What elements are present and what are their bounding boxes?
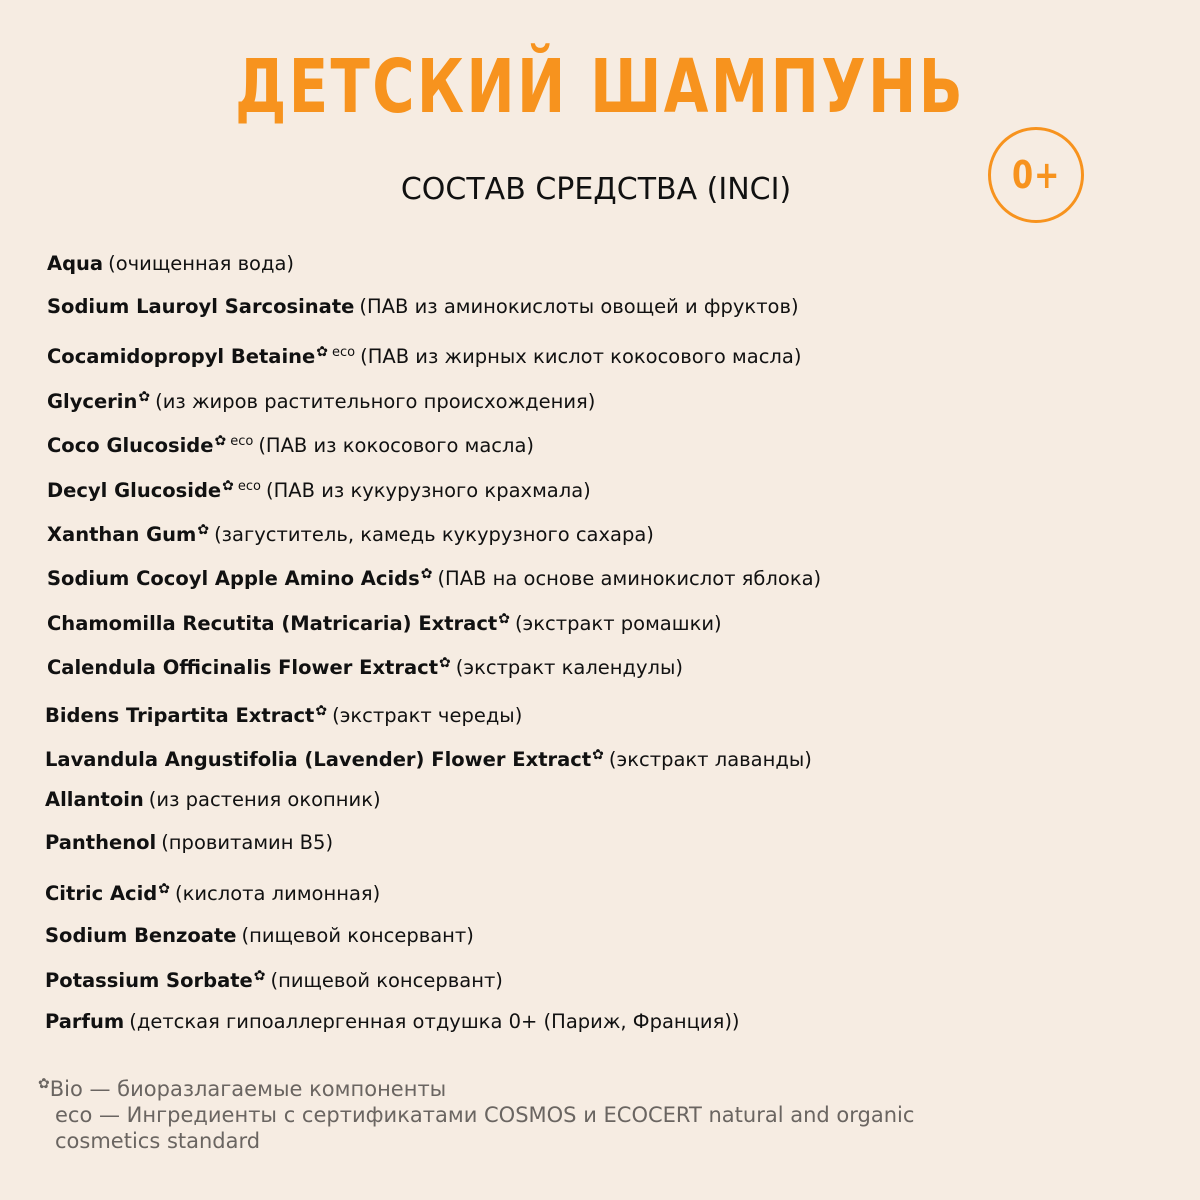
bio-flower-icon: ✿ <box>498 611 510 627</box>
footnote-eco <box>55 1102 1115 1154</box>
eco-mark: eco <box>237 479 262 494</box>
eco-mark: eco <box>230 434 254 449</box>
bio-flower-icon: ✿ <box>592 747 604 763</box>
ingredient-description: (из жиров растительного происхождения) <box>155 390 596 413</box>
ingredient-description: (экстракт ромашки) <box>514 612 722 635</box>
ingredient-item <box>47 649 683 682</box>
ingredient-description: (провитамин B5) <box>161 831 334 854</box>
ingredient-item <box>47 383 595 416</box>
ingredient-description: (загуститель, камедь кукурузного сахара) <box>214 523 654 546</box>
ingredient-item <box>45 786 381 814</box>
ingredient-description: (ПАВ из аминокислоты овощей и фруктов) <box>359 295 799 318</box>
ingredient-item <box>47 516 654 549</box>
age-badge-label: 0+ <box>1011 153 1061 197</box>
ingredient-item <box>45 875 380 908</box>
ingredient-name: Sodium Benzoate <box>45 924 237 947</box>
bio-flower-icon: ✿ <box>315 703 328 719</box>
bio-flower-icon: ✿ <box>222 478 234 494</box>
ingredient-item <box>45 962 503 995</box>
ingredient-name: Sodium Cocoyl Apple Amino Acids <box>47 567 420 590</box>
footnote-bio-text: Bio — биоразлагаемые компоненты <box>49 1077 447 1101</box>
ingredient-name: Chamomilla Recutita (Matricaria) Extract <box>47 612 498 635</box>
bio-flower-icon: ✿ <box>420 566 433 582</box>
ingredient-name: Allantoin <box>45 788 144 811</box>
ingredient-name: Cocamidopropyl Betaine <box>47 345 316 368</box>
ingredient-description: (детская гипоаллергенная отдушка 0+ (Париж, Франция)) <box>129 1010 740 1033</box>
bio-flower-icon: ✿ <box>253 968 266 984</box>
bio-flower-icon: ✿ <box>439 655 451 671</box>
ingredient-name: Lavandula Angustifolia (Lavender) Flower Extract <box>45 748 592 771</box>
page-title: ДЕТСКИЙ ШАМПУНЬ <box>234 44 966 130</box>
ingredient-item <box>47 427 534 460</box>
ingredient-name: Citric Acid <box>45 882 158 905</box>
ingredient-name: Panthenol <box>45 831 157 854</box>
bio-flower-icon: ✿ <box>214 433 227 449</box>
ingredient-item <box>47 293 799 321</box>
ingredient-description: (экстракт календулы) <box>455 656 684 679</box>
ingredient-name: Calendula Officinalis Flower Extract <box>47 656 439 679</box>
ingredient-name: Potassium Sorbate <box>45 969 253 992</box>
ingredient-description: (экстракт лаванды) <box>608 748 812 771</box>
ingredient-description: (ПАВ из жирных кислот кокосового масла) <box>360 345 802 368</box>
ingredient-description: (пищевой консервант) <box>270 969 503 992</box>
ingredient-item <box>47 605 722 638</box>
bio-flower-icon: ✿ <box>197 522 210 538</box>
ingredient-name: Parfum <box>45 1010 125 1033</box>
bio-flower-icon: ✿ <box>138 389 151 405</box>
bio-flower-icon: ✿ <box>38 1076 50 1092</box>
ingredient-name: Xanthan Gum <box>47 523 197 546</box>
ingredient-description: (из растения окопник) <box>148 788 381 811</box>
eco-mark: eco <box>332 345 356 360</box>
ingredient-description: (ПАВ на основе аминокислот яблока) <box>437 567 822 590</box>
ingredient-item <box>47 250 294 278</box>
footnote-bio <box>38 1071 446 1102</box>
ingredient-name: Aqua <box>47 252 104 275</box>
ingredient-description: (кислота лимонная) <box>175 882 381 905</box>
ingredient-description: (экстракт череды) <box>332 704 523 727</box>
footnote-eco-line-2: cosmetics standard <box>55 1129 261 1153</box>
ingredient-item <box>45 741 812 774</box>
ingredient-item <box>45 1008 740 1036</box>
composition-heading: СОСТАВ СРЕДСТВА (INCI) <box>400 172 792 207</box>
ingredient-name: Bidens Tripartita Extract <box>45 704 315 727</box>
ingredient-item <box>45 829 333 857</box>
ingredient-description: (очищенная вода) <box>108 252 295 275</box>
bio-flower-icon: ✿ <box>316 344 328 360</box>
ingredient-item <box>47 338 801 371</box>
ingredient-name: Decyl Glucoside <box>47 479 222 502</box>
footnote-eco-line-1: eco — Ингредиенты с сертификатами COSMOS и ECOCERT natural and organic <box>55 1103 915 1127</box>
ingredient-item <box>47 560 821 593</box>
ingredient-name: Glycerin <box>47 390 138 413</box>
ingredient-name: Sodium Lauroyl Sarcosinate <box>47 295 355 318</box>
ingredient-description: (ПАВ из кукурузного крахмала) <box>266 479 591 502</box>
ingredient-description: (пищевой консервант) <box>241 924 474 947</box>
ingredient-name: Coco Glucoside <box>47 434 214 457</box>
ingredient-item <box>45 922 474 950</box>
ingredient-item <box>47 472 591 505</box>
ingredient-description: (ПАВ из кокосового масла) <box>258 434 535 457</box>
bio-flower-icon: ✿ <box>158 881 170 897</box>
ingredient-item <box>45 697 522 730</box>
age-badge <box>988 127 1084 223</box>
